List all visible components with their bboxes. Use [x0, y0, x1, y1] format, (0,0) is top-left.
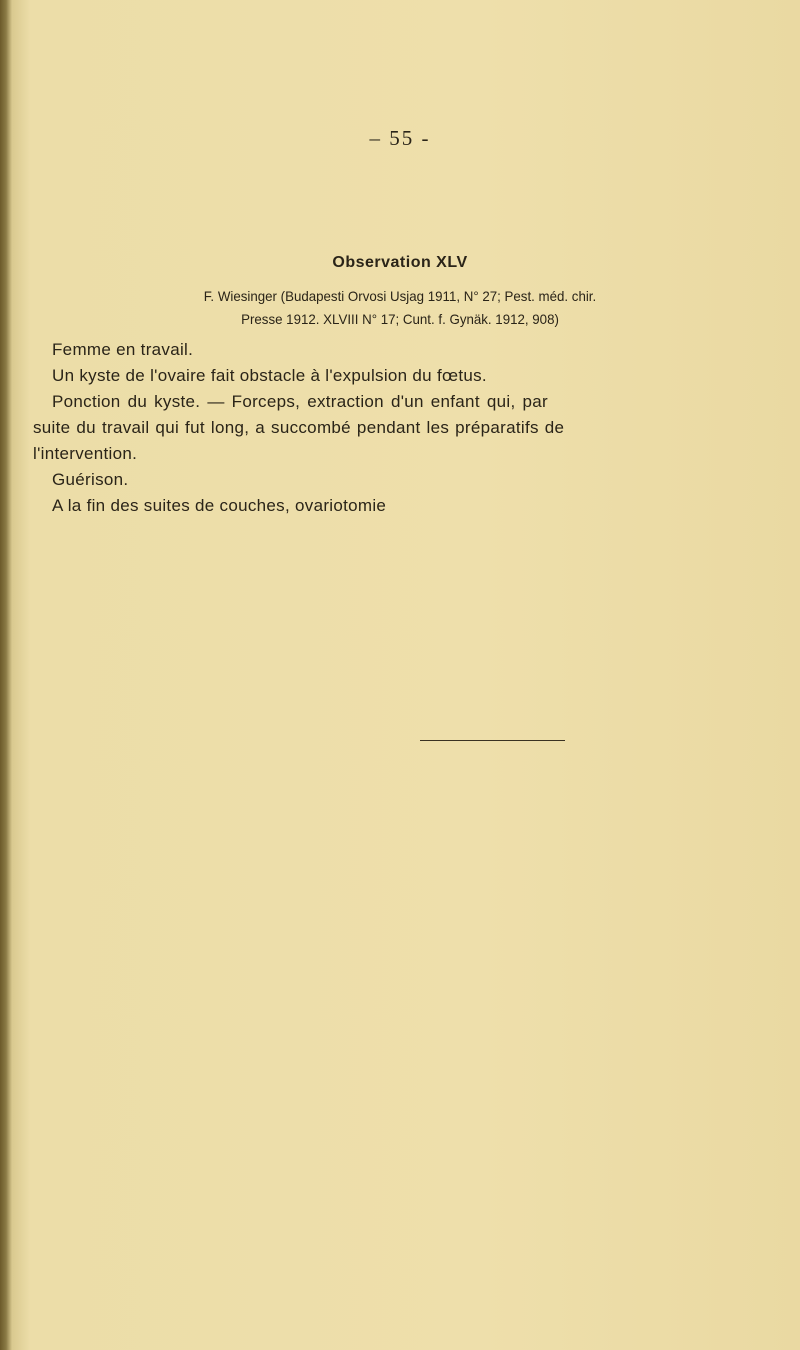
page-number: – 55 -	[369, 126, 431, 150]
body-line: Ponction du kyste. — Forceps, extraction d'un enfant qui, par	[52, 392, 548, 411]
body-line: A la fin des suites de couches, ovariotomie	[52, 496, 387, 515]
end-rule	[420, 740, 565, 741]
body-line: Femme en travail.	[52, 340, 194, 359]
body-line: Un kyste de l'ovaire fait obstacle à l'expulsion du fœtus.	[52, 366, 487, 385]
body-line: l'intervention.	[33, 444, 138, 463]
body-line: Guérison.	[52, 470, 129, 489]
reference-line-1: F. Wiesinger (Budapesti Orvosi Usjag 1911, N° 27; Pest. méd. chir.	[203, 288, 597, 304]
reference-line-2: Presse 1912. XLVIII N° 17; Cunt. f. Gynäk. 1912, 908)	[241, 311, 559, 327]
observation-title: Observation XLV	[332, 254, 468, 271]
body-line: suite du travail qui fut long, a succombé pendant les préparatifs de	[33, 418, 565, 437]
